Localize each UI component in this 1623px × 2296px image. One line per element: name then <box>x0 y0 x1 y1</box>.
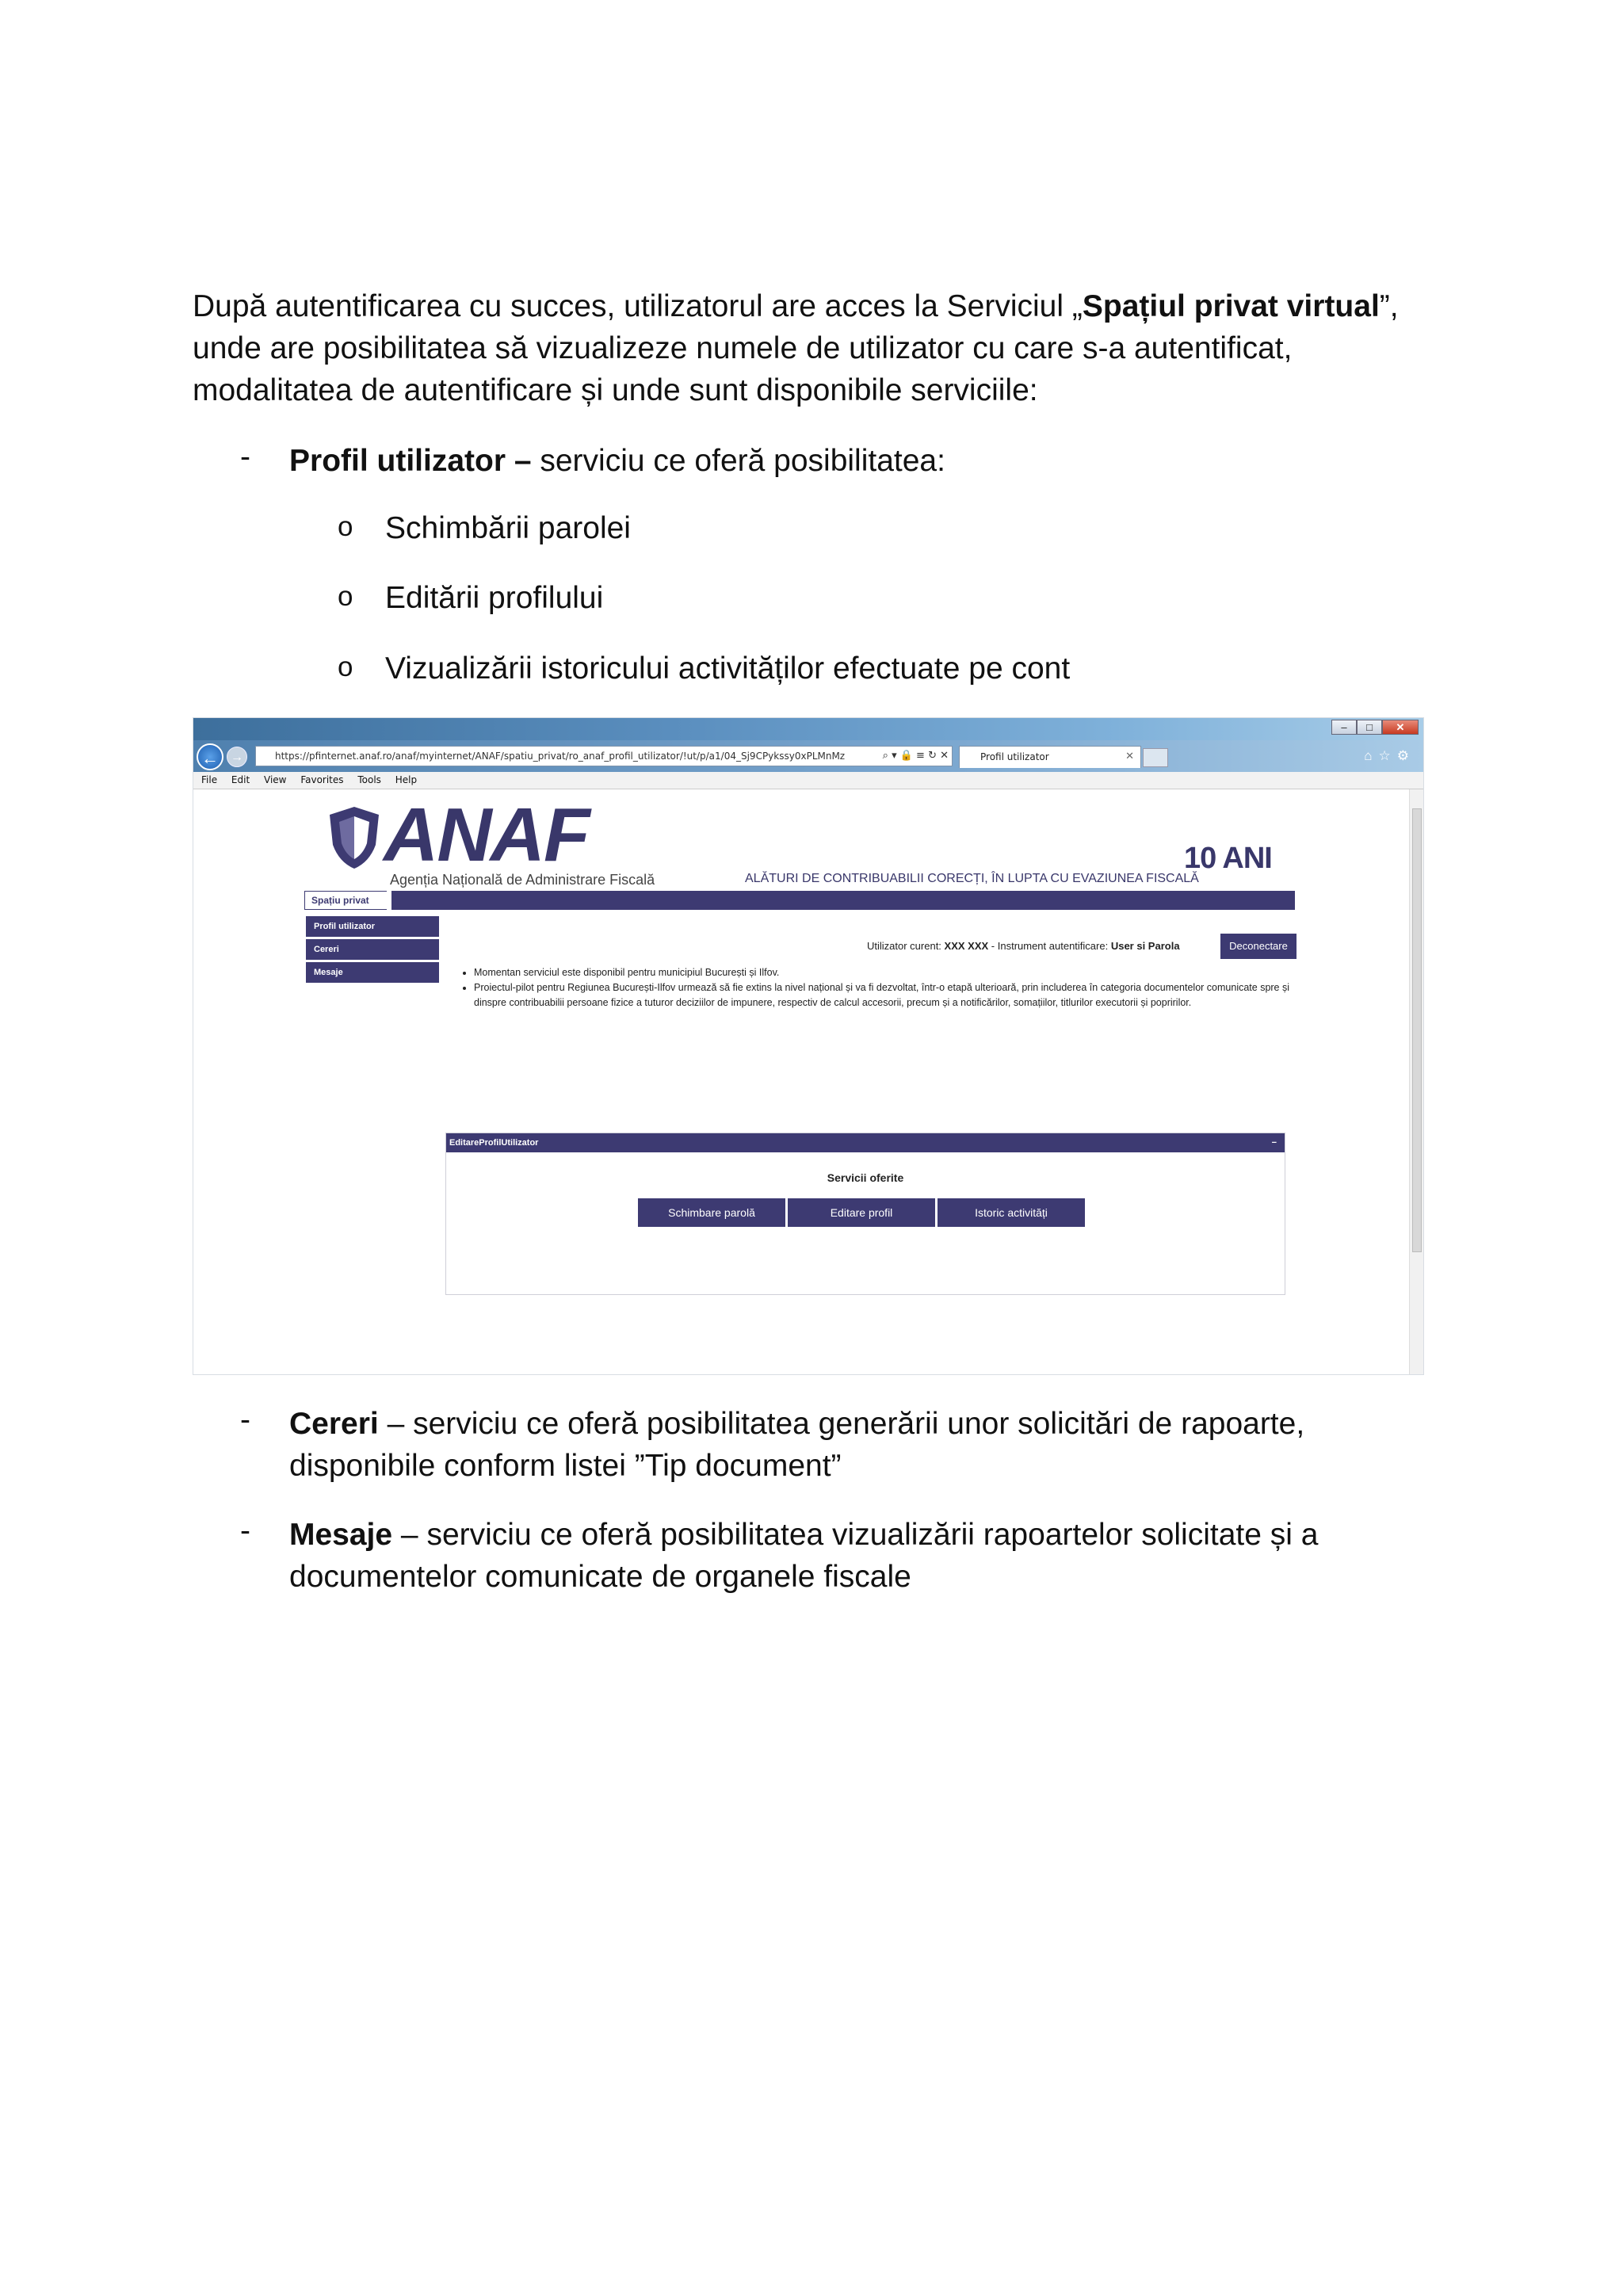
sub-text: Schimbării parolei <box>385 511 631 545</box>
scrollbar-thumb[interactable] <box>1412 808 1422 1252</box>
menu-help[interactable]: Help <box>395 774 418 785</box>
intro-bold: Spațiul privat virtual <box>1082 289 1380 323</box>
new-tab-button[interactable] <box>1143 748 1168 767</box>
minimize-button[interactable]: – <box>1331 720 1357 735</box>
home-favorites-settings-icons[interactable]: ⌂☆⚙ <box>1364 748 1415 763</box>
tab-close-icon[interactable]: ✕ <box>1125 751 1134 762</box>
panel-header <box>446 1133 1285 1152</box>
edit-profile-panel <box>445 1133 1285 1295</box>
menu-bar <box>193 772 1423 789</box>
services-buttons <box>638 1198 1087 1227</box>
browser-screenshot <box>193 717 1424 1375</box>
sidebar-tab-spatiu-privat[interactable]: Spațiu privat <box>304 891 387 910</box>
bullet-rest: serviciu ce oferă posibilitatea: <box>531 444 945 478</box>
activity-history-button[interactable]: Istoric activități <box>938 1198 1085 1227</box>
user-value: XXX XXX <box>944 940 989 952</box>
change-password-button[interactable]: Schimbare parolă <box>638 1198 785 1227</box>
sub-marker: o <box>338 511 353 542</box>
menu-view[interactable]: View <box>264 774 287 785</box>
bullet-title: Mesaje <box>289 1518 393 1552</box>
vertical-scrollbar[interactable] <box>1409 789 1423 1375</box>
back-arrow-icon[interactable]: ← <box>197 743 223 770</box>
intro-paragraph <box>193 285 1429 411</box>
bullet-text <box>289 1403 1430 1487</box>
panel-title: EditareProfilUtilizator <box>449 1138 539 1148</box>
logout-button[interactable]: Deconectare <box>1220 934 1296 959</box>
menu-tools[interactable]: Tools <box>357 774 381 785</box>
sub-marker: o <box>338 581 353 612</box>
bullet-rest: – serviciu ce oferă posibilitatea vizualizării rapoartelor solicitate și a documentelor comunicate de organele fiscale <box>289 1518 1319 1594</box>
bullet-text <box>289 440 1430 482</box>
collapse-icon[interactable]: − <box>1271 1138 1277 1148</box>
sub-text: Editării profilului <box>385 581 604 615</box>
anaf-page <box>193 789 1411 1375</box>
close-button[interactable]: ✕ <box>1382 720 1419 735</box>
sidebar-item-cereri[interactable]: Cereri <box>306 939 439 960</box>
address-bar[interactable] <box>255 746 953 766</box>
info-notes <box>463 965 1303 1010</box>
browser-navbar <box>193 740 1423 772</box>
services-title: Servicii oferite <box>827 1171 904 1184</box>
bullet-text <box>289 1514 1430 1598</box>
note-item: • Proiectul-pilot pentru Regiunea București-Ilfov urmează să fie extins la nivel național și va fi dezvoltat, într-o etapă ulterioară, prin includerea în categoria documentelor comunicate spre și dinspre contribuabilii persoane fizice a tuturor deciziilor de impunere, respectiv de calcul accesorii, precum și a notificărilor, somațiilor, titlurilor executorii și popririlor. <box>474 980 1303 1010</box>
header-band <box>391 891 1295 910</box>
site-slogan: ALĂTURI DE CONTRIBUABILII CORECȚI, ÎN LUPTA CU EVAZIUNEA FISCALĂ <box>745 872 1199 885</box>
forward-arrow-icon[interactable]: → <box>227 747 247 767</box>
agency-name: Agenția Națională de Administrare Fiscală <box>390 872 655 888</box>
bullet-marker: - <box>240 1514 250 1548</box>
bullet-title: Profil utilizator – <box>289 444 532 478</box>
window-controls <box>1331 720 1419 735</box>
shield-logo-icon <box>328 805 380 870</box>
tab-title: Profil utilizator <box>980 751 1049 762</box>
sub-marker: o <box>338 651 353 682</box>
intro-text-1: După autentificarea cu succes, utilizatorul are acces la Serviciul „ <box>193 289 1083 323</box>
anniversary-badge: 10 ANI <box>1184 842 1272 875</box>
user-label: Utilizator curent: <box>867 940 941 952</box>
sidebar-item-mesaje[interactable]: Mesaje <box>306 962 439 983</box>
user-info <box>867 940 1180 952</box>
url-text: https://pfinternet.anaf.ro/anaf/myinternet/ANAF/spatiu_privat/ro_anaf_profil_utilizator/!ut/p/a1/04_Sj9CPykssy0xPLMnMz <box>275 751 846 762</box>
menu-file[interactable]: File <box>201 774 218 785</box>
intro-text-2: ”, unde are posibilitatea să vizualizeze numele de utilizator cu care s-a autentificat, modalitatea de autentificare și unde sunt disponibile serviciile: <box>193 289 1399 407</box>
sidebar-item-profil[interactable]: Profil utilizator <box>306 916 439 937</box>
site-logo: ANAF <box>384 793 589 877</box>
edit-profile-button[interactable]: Editare profil <box>788 1198 935 1227</box>
browser-tab[interactable] <box>959 746 1141 768</box>
bullet-title: Cereri <box>289 1407 379 1441</box>
menu-favorites[interactable]: Favorites <box>300 774 344 785</box>
bullet-marker: - <box>240 440 250 474</box>
note-item: • Momentan serviciul este disponibil pentru municipiul București și Ilfov. <box>474 965 1303 980</box>
bullet-marker: - <box>240 1403 250 1437</box>
bullet-rest: – serviciu ce oferă posibilitatea generării unor solicitări de rapoarte, disponibile conform listei ”Tip document” <box>289 1407 1305 1483</box>
menu-edit[interactable]: Edit <box>231 774 250 785</box>
address-bar-icons[interactable]: ⌕ ▾ 🔒 ≡ ↻ ✕ <box>882 750 949 762</box>
auth-value: User si Parola <box>1110 940 1180 952</box>
auth-label: - Instrument autentificare: <box>988 940 1109 952</box>
sub-text: Vizualizării istoricului activităților efectuate pe cont <box>385 651 1071 686</box>
maximize-button[interactable]: □ <box>1357 720 1382 735</box>
